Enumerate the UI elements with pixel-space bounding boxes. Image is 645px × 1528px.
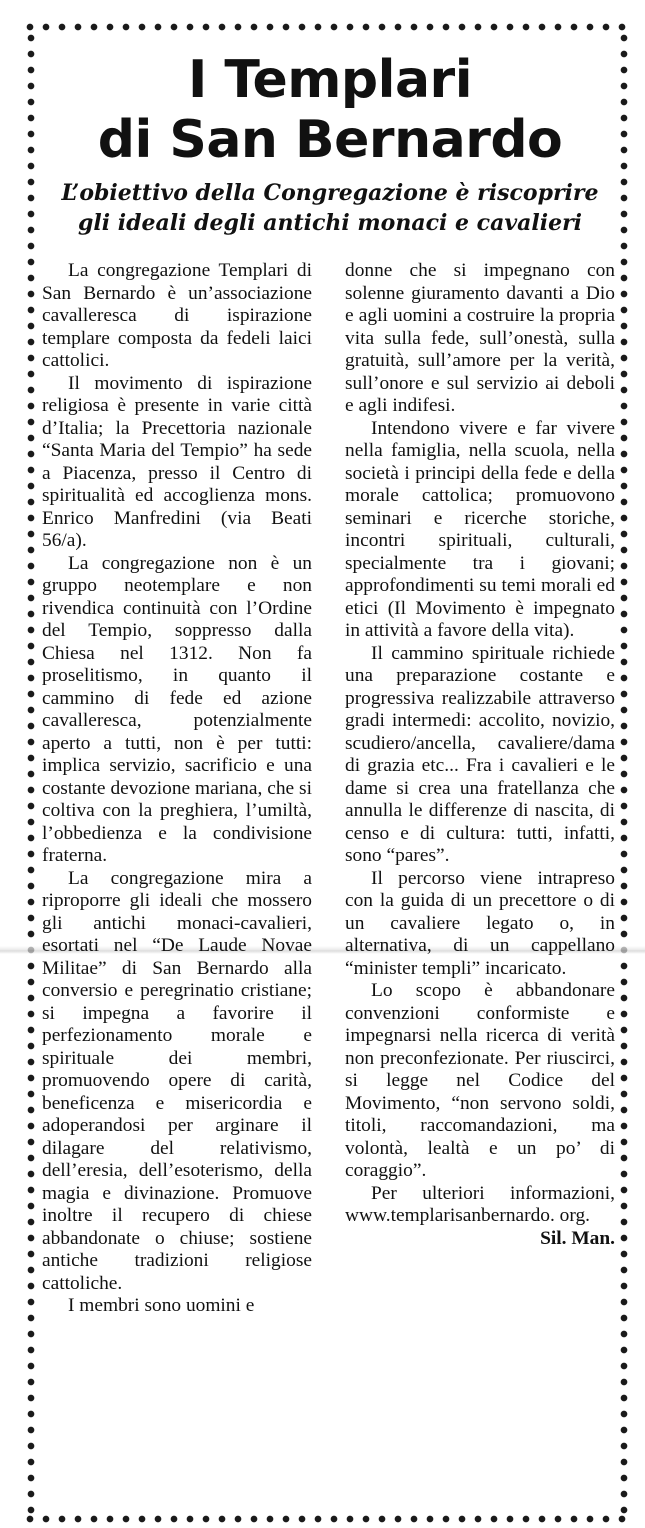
left-column <box>42 260 312 1318</box>
subtitle-line-2: gli ideali degli antichi monaci e cavalieri <box>77 210 583 236</box>
dotted-border-left <box>26 30 36 1518</box>
dotted-border-bottom <box>22 1514 631 1524</box>
article-title <box>40 50 620 170</box>
paragraph: I membri sono uomini e <box>68 1295 255 1316</box>
paragraph: Il percorso viene intrapreso con la guida di un precettore o di un cavaliere legato o, in alternativa, di un cappellano “minister templi” incaricato. <box>345 867 615 979</box>
paragraph: Intendono vivere e far vivere nella famiglia, nella scuola, nella società i principi della fede e della morale cattolica; promuovono seminari e ricerche storiche, incontri spirituali, culturali, specialmente tra i giovani; approfondimenti su temi morali ed etici (Il Movimento è impegnato in attività a favore della vita). <box>345 417 615 641</box>
dotted-border-right <box>619 30 629 1518</box>
paragraph: Lo scopo è abbandonare convenzioni conformiste e impegnarsi nella ricerca di verità non preconfezionate. Per riuscirci, si legge nel Codice del Movimento, “non servono soldi, titoli, raccomandazioni, ma volontà, lealtà e un po’ di coraggio”. <box>345 980 615 1181</box>
title-line-1: I Templari <box>187 50 473 110</box>
subtitle-line-1: L’obiettivo della Congregazione è riscoprire <box>61 180 599 206</box>
article-subtitle <box>40 178 620 238</box>
paragraph: Il cammino spirituale richiede una preparazione costante e progressiva realizzabile attraverso gradi intermedi: accolito, novizio, scudiero/ancella, cavaliere/dama di grazia etc... Fra i cavalieri e le dame si crea una fratellanza che annulla le differenze di nascita, di censo e di cultura: tutti, infatti, sono “pares”. <box>345 642 615 866</box>
paragraph: Per ulteriori informazioni, www.templarisanbernardo. org. <box>345 1182 615 1226</box>
paragraph: donne che si impegnano con solenne giuramento davanti a Dio e agli uomini a costruire la propria vita sulla fede, sull’onestà, sulla gratuità, sull’amore per la verità, sull’onore e sul servizio ai deboli e agli indifesi. <box>345 260 615 416</box>
dotted-border-top <box>22 22 631 32</box>
paragraph: La congregazione Templari di San Bernardo è un’associazione cavalleresca di ispirazione templare composta da fedeli laici cattolici. <box>42 260 312 371</box>
title-line-2: di San Bernardo <box>97 110 563 170</box>
paragraph: La congregazione non è un gruppo neotemplare e non rivendica continuità con l’Ordine del Tempio, soppresso dalla Chiesa nel 1312. Non fa proselitismo, in quanto il cammino di fede ed azione cavalleresca, potenzialmente aperto a tutti, non è per tutti: implica servizio, sacrificio e una costante devozione mariana, che si coltiva con la preghiera, l’umiltà, l’obbedienza e la condivisione fraterna. <box>42 552 312 866</box>
author-signature: Sil. Man. <box>540 1227 615 1249</box>
right-column <box>345 260 615 1249</box>
paragraph: La congregazione mira a riproporre gli ideali che mossero gli antichi monaci-cavalieri, esortati nel “De Laude Novae Militae” di San Bernardo alla conversio e peregrinatio cristiane; si impegna a favorire il perfezionamento morale e spirituale dei membri, promuovendo opere di carità, beneficenza e misericordia e adoperandosi per arginare il dilagare del relativismo, dell’eresia, dell’esoterismo, della magia e divinazione. Promuove inoltre il recupero di chiese abbandonate o chiuse; sostiene antiche tradizioni religiose cattoliche. <box>42 867 312 1294</box>
paragraph: Il movimento di ispirazione religiosa è presente in varie città d’Italia; la Precettoria nazionale “Santa Maria del Tempio” ha sede a Piacenza, presso il Centro di spiritualità ed accoglienza mons. Enrico Manfredini (via Beati 56/a). <box>42 372 312 551</box>
